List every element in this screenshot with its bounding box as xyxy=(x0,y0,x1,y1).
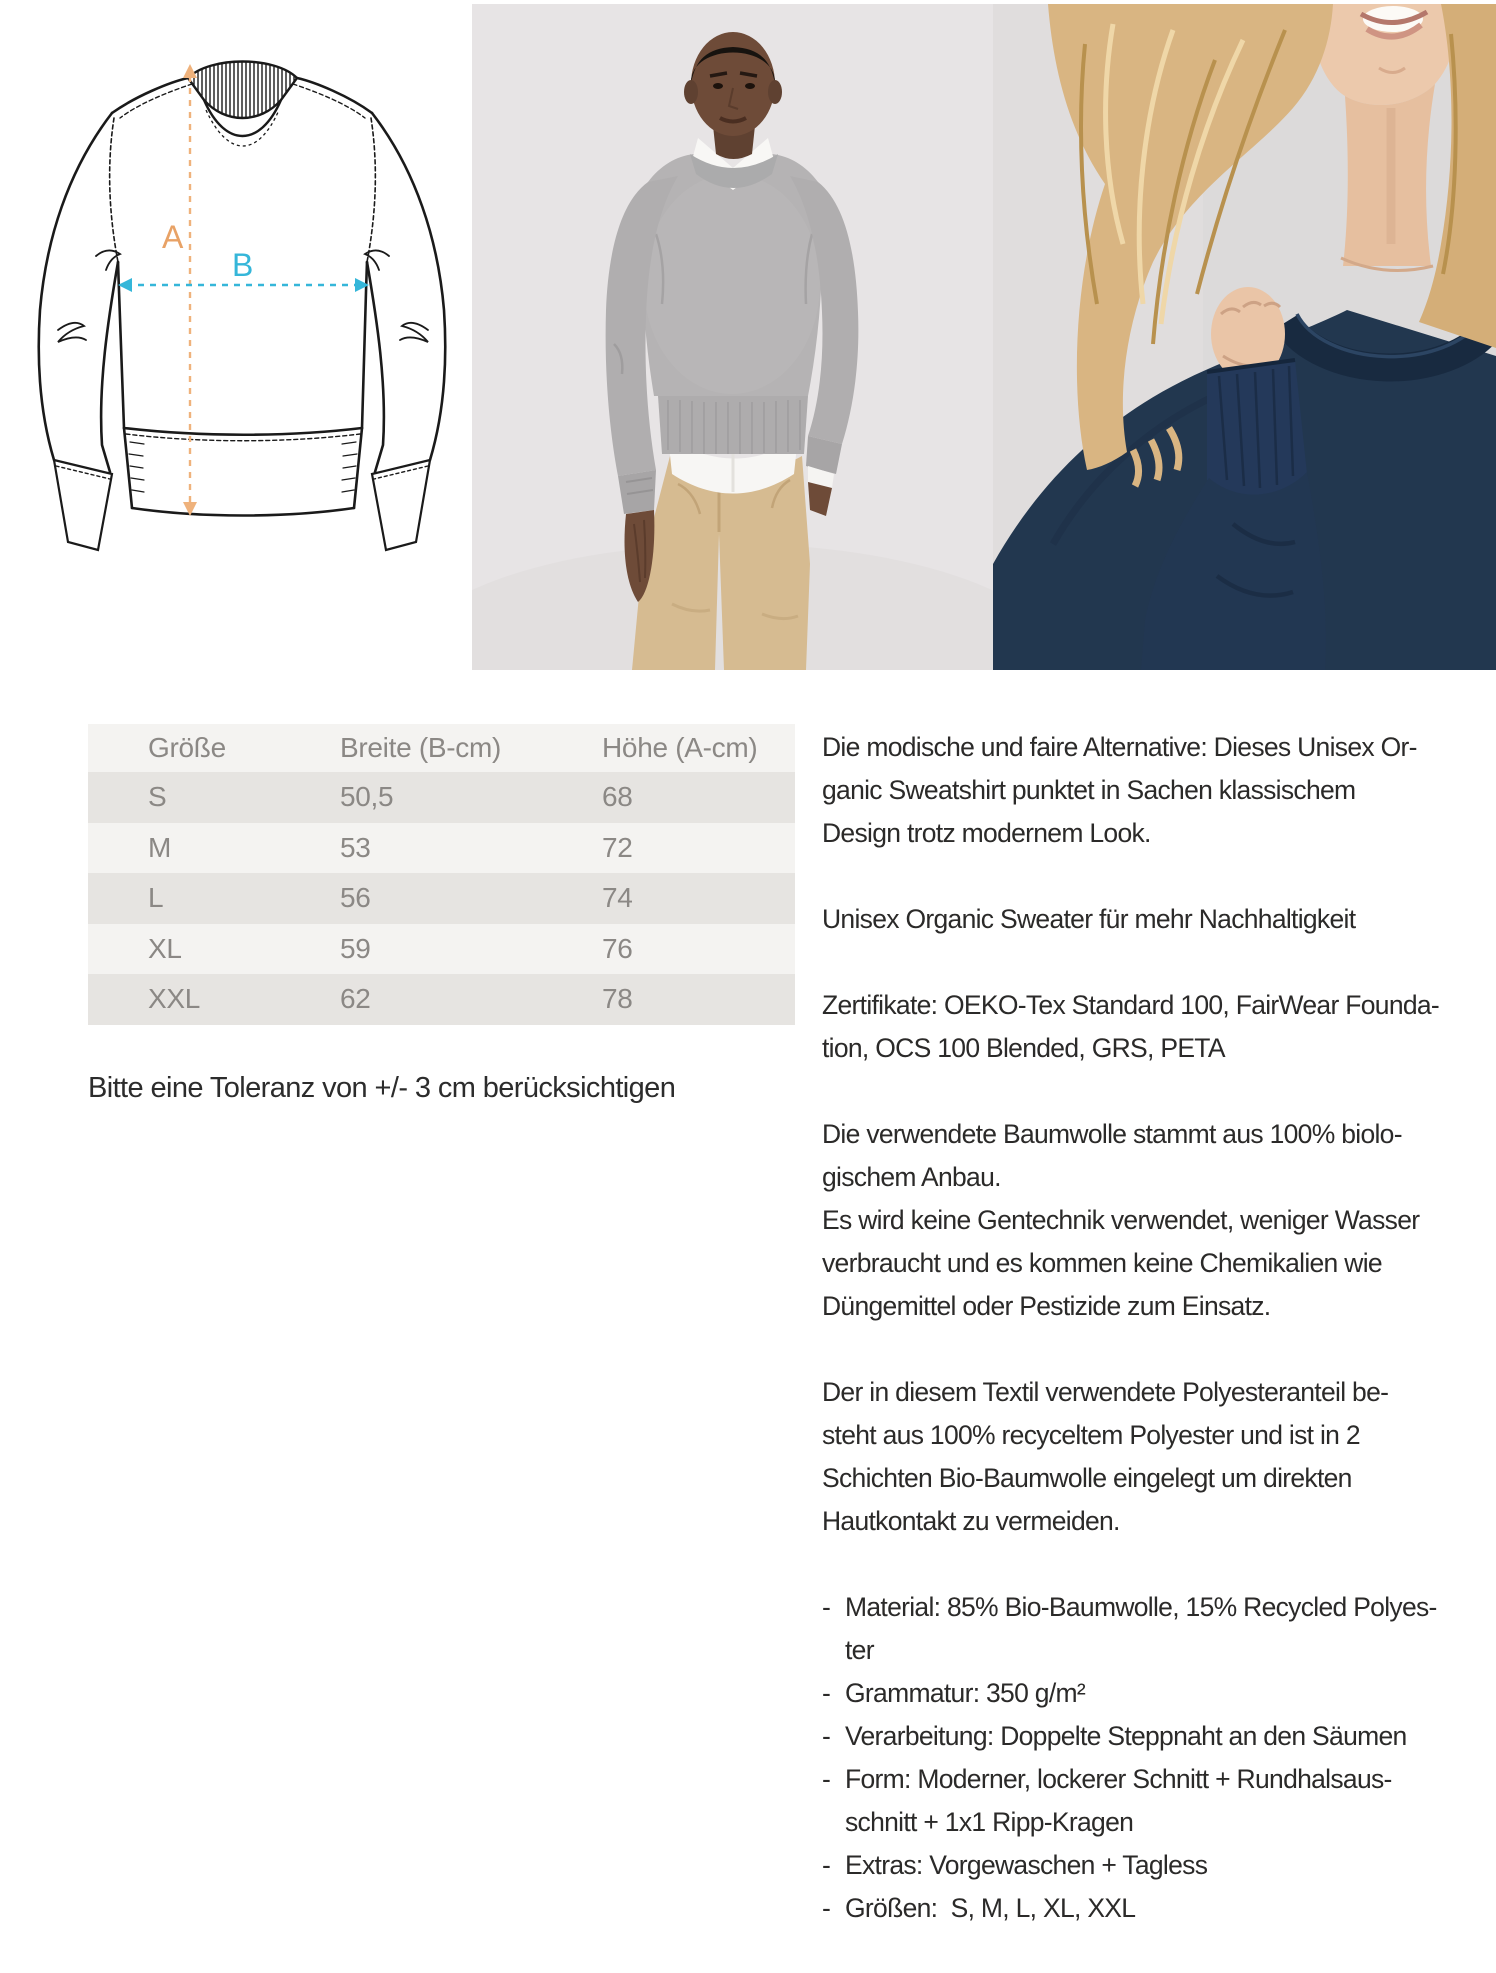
spec-line: Form: Moderner, lockerer Schnitt + Rundhalsaus- xyxy=(845,1764,1392,1794)
description-line: tion, OCS 100 Blended, GRS, PETA xyxy=(822,1033,1225,1063)
description-paragraph xyxy=(822,984,1496,1070)
spec-item-text xyxy=(845,1887,1496,1930)
spec-line: Grammatur: 350 g/m² xyxy=(845,1678,1085,1708)
description-paragraph xyxy=(822,1113,1496,1328)
description-line: verbraucht und es kommen keine Chemikalien wie xyxy=(822,1248,1382,1278)
bullet-dash: - xyxy=(822,1678,831,1708)
description-line: steht aus 100% recyceltem Polyester und ist in 2 xyxy=(822,1420,1360,1450)
table-cell: 53 xyxy=(340,831,371,863)
size-measurement-diagram xyxy=(20,10,470,568)
spec-line: Größen: S, M, L, XL, XXL xyxy=(845,1893,1136,1923)
female-model-illustration xyxy=(993,4,1496,670)
spec-item-text xyxy=(845,1715,1496,1758)
female-neck xyxy=(1341,84,1435,271)
column-header-breite: Breite (B-cm) xyxy=(340,732,501,763)
spec-item xyxy=(822,1758,1496,1844)
description-paragraph xyxy=(822,1371,1496,1543)
spec-line: Material: 85% Bio-Baumwolle, 15% Recycled Polyes- xyxy=(845,1592,1437,1622)
measure-a-label: A xyxy=(162,219,184,255)
male-model-illustration xyxy=(472,4,993,670)
description-line: Unisex Organic Sweater für mehr Nachhaltigkeit xyxy=(822,904,1356,934)
description-line: Der in diesem Textil verwendete Polyesteranteil be- xyxy=(822,1377,1389,1407)
collar-ribbing xyxy=(188,62,297,147)
gray-sweatshirt xyxy=(642,154,822,454)
bullet-dash: - xyxy=(822,1592,831,1622)
spec-item-text xyxy=(845,1844,1496,1887)
table-cell: 56 xyxy=(340,882,371,914)
description-line: Die modische und faire Alternative: Dieses Unisex Or- xyxy=(822,732,1417,762)
description-line: Die verwendete Baumwolle stammt aus 100% biolo- xyxy=(822,1119,1402,1149)
table-cell: 76 xyxy=(602,932,633,964)
spec-line: Extras: Vorgewaschen + Tagless xyxy=(845,1850,1208,1880)
table-cell: 59 xyxy=(340,932,371,964)
table-cell: XL xyxy=(148,932,182,964)
description-line: Hautkontakt zu vermeiden. xyxy=(822,1506,1120,1536)
description-paragraph xyxy=(822,726,1496,855)
table-cell: M xyxy=(148,831,172,863)
sweatshirt-sketch xyxy=(20,10,470,568)
size-table xyxy=(88,724,795,1025)
description-line: Design trotz modernem Look. xyxy=(822,818,1151,848)
bullet-dash: - xyxy=(822,1721,831,1751)
description-line: Es wird keine Gentechnik verwendet, weniger Wasser xyxy=(822,1205,1420,1235)
spec-item-text xyxy=(845,1758,1496,1844)
table-row xyxy=(88,873,795,924)
size-table-body xyxy=(88,772,795,1025)
description-line: ganic Sweatshirt punktet in Sachen klassischem xyxy=(822,775,1356,805)
spec-item xyxy=(822,1887,1496,1930)
description-line: Düngemittel oder Pestizide zum Einsatz. xyxy=(822,1291,1271,1321)
column-header-groesse: Größe xyxy=(148,732,226,763)
spec-item-text xyxy=(845,1672,1496,1715)
bullet-dash: - xyxy=(822,1893,831,1923)
table-cell: 78 xyxy=(602,983,633,1015)
description-line: Zertifikate: OEKO-Tex Standard 100, FairWear Founda- xyxy=(822,990,1440,1020)
table-row xyxy=(88,823,795,874)
table-cell: XXL xyxy=(148,983,201,1015)
spec-item-text xyxy=(845,1586,1496,1672)
photo-model-male xyxy=(472,4,993,670)
table-cell: 62 xyxy=(340,983,371,1015)
table-cell: 72 xyxy=(602,831,633,863)
table-cell: S xyxy=(148,781,167,813)
table-row xyxy=(88,924,795,975)
table-cell: L xyxy=(148,882,164,914)
table-cell: 74 xyxy=(602,882,633,914)
size-table-header-row xyxy=(88,724,795,772)
bullet-dash: - xyxy=(822,1764,831,1794)
measure-b-label: B xyxy=(232,247,254,283)
table-cell: 50,5 xyxy=(340,781,394,813)
spec-item xyxy=(822,1844,1496,1887)
description-paragraph xyxy=(822,898,1496,941)
table-cell: 68 xyxy=(602,781,633,813)
description-line: gischem Anbau. xyxy=(822,1162,1001,1192)
tolerance-note: Bitte eine Toleranz von +/- 3 cm berücksichtigen xyxy=(88,1072,676,1104)
table-row xyxy=(88,772,795,823)
column-header-hoehe: Höhe (A-cm) xyxy=(602,732,758,763)
spec-item xyxy=(822,1672,1496,1715)
spec-list xyxy=(822,1586,1496,1930)
bullet-dash: - xyxy=(822,1850,831,1880)
description-line: Schichten Bio-Baumwolle eingelegt um direkten xyxy=(822,1463,1352,1493)
product-description xyxy=(822,726,1496,1973)
table-row xyxy=(88,974,795,1025)
spec-item xyxy=(822,1586,1496,1672)
sweatshirt-outline xyxy=(39,78,445,550)
spec-line: ter xyxy=(845,1635,874,1665)
spec-line: schnitt + 1x1 Ripp-Kragen xyxy=(845,1807,1134,1837)
spec-line: Verarbeitung: Doppelte Steppnaht an den Säumen xyxy=(845,1721,1407,1751)
measure-a-arrow xyxy=(183,64,197,516)
photo-model-female xyxy=(993,4,1496,670)
spec-item xyxy=(822,1715,1496,1758)
